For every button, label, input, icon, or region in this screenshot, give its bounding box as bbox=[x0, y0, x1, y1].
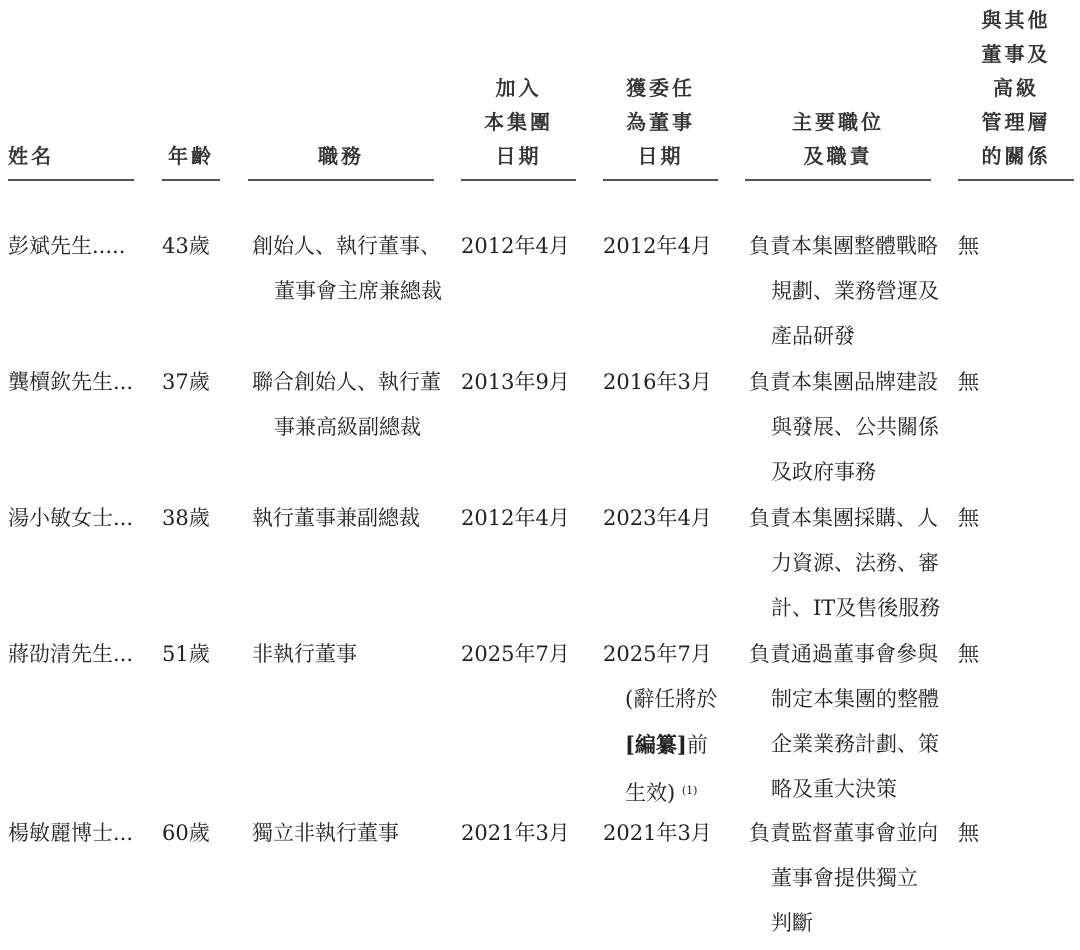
header-rule bbox=[8, 179, 134, 181]
join-date: 2012年4月 bbox=[461, 506, 570, 530]
director-position: 執行董事兼副總裁 bbox=[252, 506, 420, 530]
header-position: 職務 bbox=[248, 0, 434, 181]
director-name: 蔣劭清先生... bbox=[8, 642, 134, 666]
header-responsibilities: 主要職位 及職責 bbox=[745, 0, 931, 181]
header-rule bbox=[603, 179, 718, 181]
header-age: 年齡 bbox=[162, 0, 220, 181]
director-name: 彭斌先生..... bbox=[8, 234, 126, 258]
appoint-date: 2021年3月 bbox=[603, 821, 712, 845]
responsibilities: 負責本集團整體戰略 規劃、業務營運及 產品研發 bbox=[749, 234, 939, 348]
footnote-marker: (1) bbox=[681, 784, 698, 797]
director-age: 37歲 bbox=[162, 370, 210, 394]
responsibilities: 負責監督董事會並向 董事會提供獨立 判斷 bbox=[749, 821, 938, 935]
relationship: 無 bbox=[958, 370, 979, 394]
director-age: 38歲 bbox=[162, 506, 210, 530]
relationship: 無 bbox=[958, 642, 979, 666]
director-position: 獨立非執行董事 bbox=[252, 821, 399, 845]
appoint-date: 2016年3月 bbox=[603, 370, 712, 394]
join-date: 2021年3月 bbox=[461, 821, 570, 845]
header-relationship: 與其他 董事及 高級 管理層 的關係 bbox=[958, 0, 1074, 181]
responsibilities: 負責通過董事會參與 制定本集團的整體 企業業務計劃、策 略及重大決策 bbox=[749, 642, 939, 801]
appoint-date: 2023年4月 bbox=[603, 506, 712, 530]
header-rule bbox=[745, 179, 931, 181]
join-date: 2013年9月 bbox=[461, 370, 570, 394]
director-name: 湯小敏女士... bbox=[8, 506, 134, 530]
redacted-placeholder: [編纂] bbox=[625, 732, 687, 757]
header-rule bbox=[248, 179, 434, 181]
appoint-date: 2025年7月 (辭任將於 [編纂]前 生效) $^{(1)}$ bbox=[603, 642, 718, 805]
relationship: 無 bbox=[958, 234, 979, 258]
director-position: 創始人、執行董事、 董事會主席兼總裁 bbox=[252, 234, 442, 303]
header-rule bbox=[162, 179, 220, 181]
header-join-date: 加入 本集團 日期 bbox=[461, 0, 576, 181]
director-position: 聯合創始人、執行董 事兼高級副總裁 bbox=[252, 370, 441, 439]
director-age: 43歲 bbox=[162, 234, 210, 258]
responsibilities: 負責本集團採購、人 力資源、法務、審 計、IT及售後服務 bbox=[749, 506, 941, 620]
director-name: 楊敏麗博士... bbox=[8, 821, 134, 845]
director-age: 51歲 bbox=[162, 642, 210, 666]
relationship: 無 bbox=[958, 506, 979, 530]
header-name: 姓名 bbox=[8, 0, 134, 181]
director-name: 龔櫝欽先生... bbox=[8, 370, 134, 394]
director-age: 60歲 bbox=[162, 821, 210, 845]
responsibilities: 負責本集團品牌建設 與發展、公共關係 及政府事務 bbox=[749, 370, 939, 484]
director-position: 非執行董事 bbox=[252, 642, 357, 666]
relationship: 無 bbox=[958, 821, 979, 845]
header-rule bbox=[958, 179, 1074, 181]
join-date: 2012年4月 bbox=[461, 234, 570, 258]
join-date: 2025年7月 bbox=[461, 642, 570, 666]
appoint-date: 2012年4月 bbox=[603, 234, 712, 258]
header-appoint-date: 獲委任 為董事 日期 bbox=[603, 0, 718, 181]
header-rule bbox=[461, 179, 576, 181]
